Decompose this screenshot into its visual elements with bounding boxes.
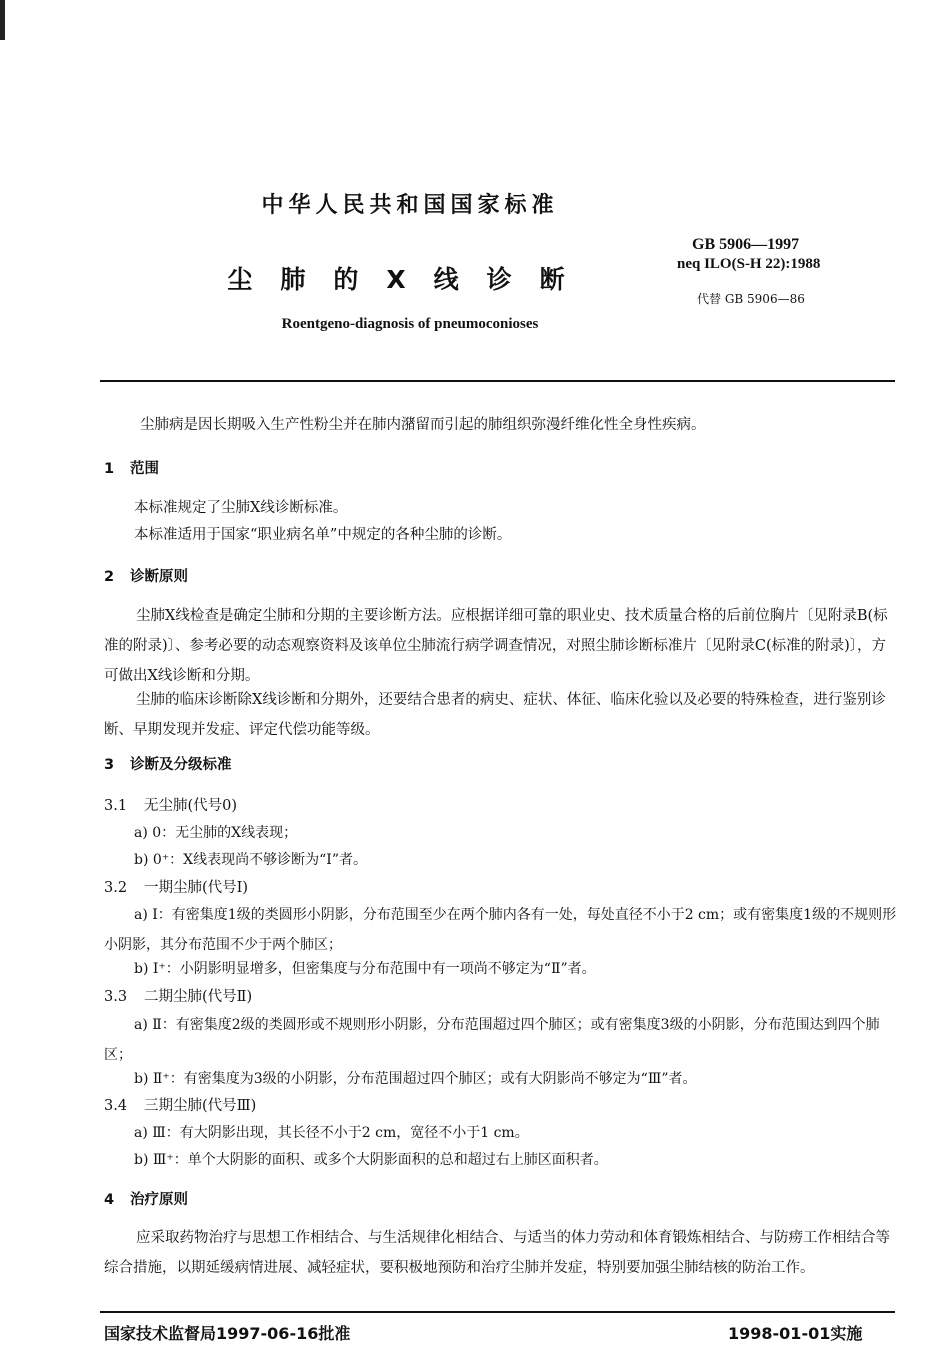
subsection-title: 无尘肺(代号0) [144, 798, 238, 814]
subsection-number: 3.2 [104, 880, 128, 896]
section-1-line-1: 本标准规定了尘肺X线诊断标准。 [134, 500, 348, 516]
section-title: 范围 [130, 461, 159, 477]
scan-edge-mark [0, 0, 5, 40]
footer-divider [100, 1311, 895, 1313]
section-2-paragraph-2: 尘肺的临床诊断除X线诊断和分期外，还要结合患者的病史、症状、体征、临床化验以及必要的特殊检查，进行鉴别诊断、早期发现并发症、评定代偿功能等级。 [104, 692, 886, 738]
item-3-3-a: a) Ⅱ：有密集度2级的类圆形或不规则形小阴影，分布范围超过四个肺区；或有密集度3级的小阴影，分布范围达到四个肺区； [104, 1017, 880, 1063]
item-3-2-a: a) Ⅰ：有密集度1级的类圆形小阴影，分布范围至少在两个肺内各有一处，每处直径不小于2 cm；或有密集度1级的不规则形小阴影，其分布范围不少于两个肺区； [104, 907, 897, 953]
section-number: 4 [104, 1192, 115, 1208]
section-title: 治疗原则 [130, 1192, 188, 1208]
subsection-title: 二期尘肺(代号Ⅱ) [144, 989, 253, 1005]
subsection-3-3 [104, 985, 252, 1006]
item-3-4-a: a) Ⅲ：有大阴影出现，其长径不小于2 cm，宽径不小于1 cm。 [134, 1125, 529, 1141]
item-3-1-b: b) 0⁺：X线表现尚不够诊断为“Ⅰ”者。 [134, 852, 367, 868]
subsection-3-2 [104, 876, 248, 897]
subsection-number: 3.4 [104, 1098, 128, 1114]
subsection-title: 三期尘肺(代号Ⅲ) [144, 1098, 257, 1114]
item-3-1-a: a) 0：无尘肺的X线表现； [134, 825, 298, 841]
section-4-heading [104, 1188, 188, 1209]
section-number: 1 [104, 461, 115, 477]
section-1-heading [104, 457, 159, 478]
equivalence-note: neq ILO(S-H 22):1988 [677, 256, 821, 272]
section-title: 诊断及分级标准 [130, 757, 232, 773]
subsection-title: 一期尘肺(代号Ⅰ) [144, 880, 249, 896]
section-number: 2 [104, 569, 115, 585]
section-title: 诊断原则 [130, 569, 188, 585]
replaces-note: 代替 GB 5906—86 [697, 292, 805, 306]
subsection-number: 3.3 [104, 989, 128, 1005]
approval-info: 国家技术监督局1997-06-16批准 [104, 1324, 351, 1343]
english-title: Roentgeno-diagnosis of pneumoconioses [281, 316, 539, 332]
subsection-3-1 [104, 794, 237, 815]
page-title: 尘肺的X线诊断 [227, 265, 593, 294]
standard-code: GB 5906—1997 [692, 236, 800, 253]
item-3-3-b: b) Ⅱ⁺：有密集度为3级的小阴影，分布范围超过四个肺区；或有大阴影尚不够定为“Ⅲ”者。 [134, 1071, 697, 1087]
standard-org-title: 中华人民共和国国家标准 [261, 193, 559, 218]
subsection-3-4 [104, 1094, 256, 1115]
subsection-number: 3.1 [104, 798, 128, 814]
section-number: 3 [104, 757, 115, 773]
section-1-line-2: 本标准适用于国家“职业病名单”中规定的各种尘肺的诊断。 [134, 527, 512, 543]
section-4-paragraph: 应采取药物治疗与思想工作相结合、与生活规律化相结合、与适当的体力劳动和体育锻炼相结合、与防痨工作相结合等综合措施，以期延缓病情进展、减轻症状，要积极地预防和治疗尘肺并发症，特别要加强尘肺结核的防治工作。 [104, 1230, 890, 1276]
intro-paragraph: 尘肺病是因长期吸入生产性粉尘并在肺内潴留而引起的肺组织弥漫纤维化性全身性疾病。 [140, 417, 706, 433]
effective-date: 1998-01-01实施 [728, 1324, 863, 1343]
section-2-heading [104, 565, 188, 586]
item-3-2-b: b) Ⅰ⁺：小阴影明显增多，但密集度与分布范围中有一项尚不够定为“Ⅱ”者。 [134, 961, 596, 977]
item-3-4-b: b) Ⅲ⁺：单个大阴影的面积、或多个大阴影面积的总和超过右上肺区面积者。 [134, 1152, 608, 1168]
header-divider [100, 380, 895, 382]
section-3-heading [104, 753, 232, 774]
section-2-paragraph-1: 尘肺X线检查是确定尘肺和分期的主要诊断方法。应根据详细可靠的职业史、技术质量合格的后前位胸片〔见附录B(标准的附录)〕、参考必要的动态观察资料及该单位尘肺流行病学调查情况，对照尘肺诊断标准片〔见附录C(标准的附录)〕，方可做出X线诊断和分期。 [104, 608, 888, 684]
